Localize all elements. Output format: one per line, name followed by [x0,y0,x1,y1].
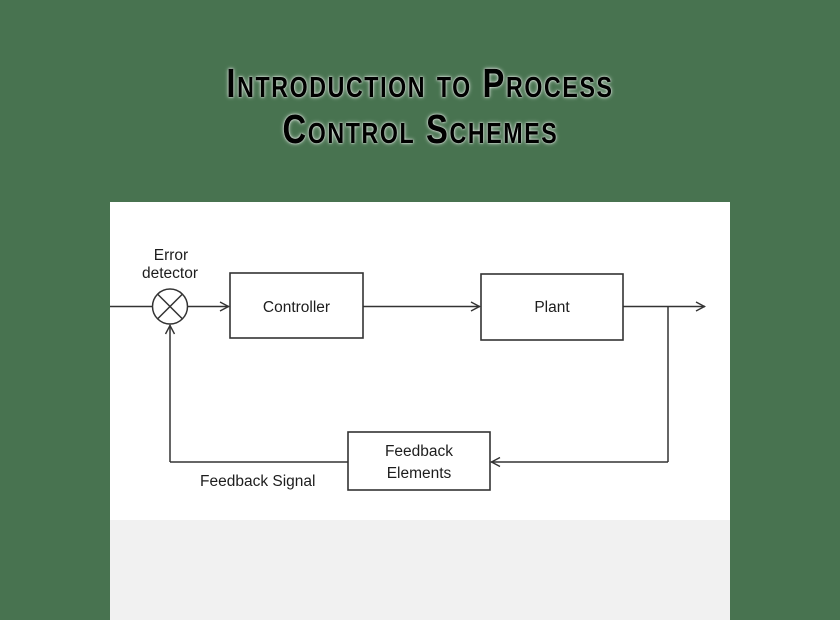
slide-gray-footer [110,520,730,620]
slide-panel [110,202,730,620]
controller-label: Controller [262,299,331,316]
title-line-2: Control Schemes [282,106,558,152]
feedback-elements-label-line2: Elements [386,465,452,482]
block-diagram [110,202,730,620]
error-detector-label-line1: Error [153,247,189,264]
title-row-2 [0,106,840,152]
feedback-signal-label: Feedback Signal [200,473,316,490]
plant-label: Plant [534,299,570,316]
page-title [0,60,840,152]
title-line-1: Introduction to Process [226,60,614,106]
title-row-1 [0,60,840,106]
error-detector-label-line2: detector [141,265,199,282]
feedback-elements-label-line1: Feedback [384,443,454,460]
